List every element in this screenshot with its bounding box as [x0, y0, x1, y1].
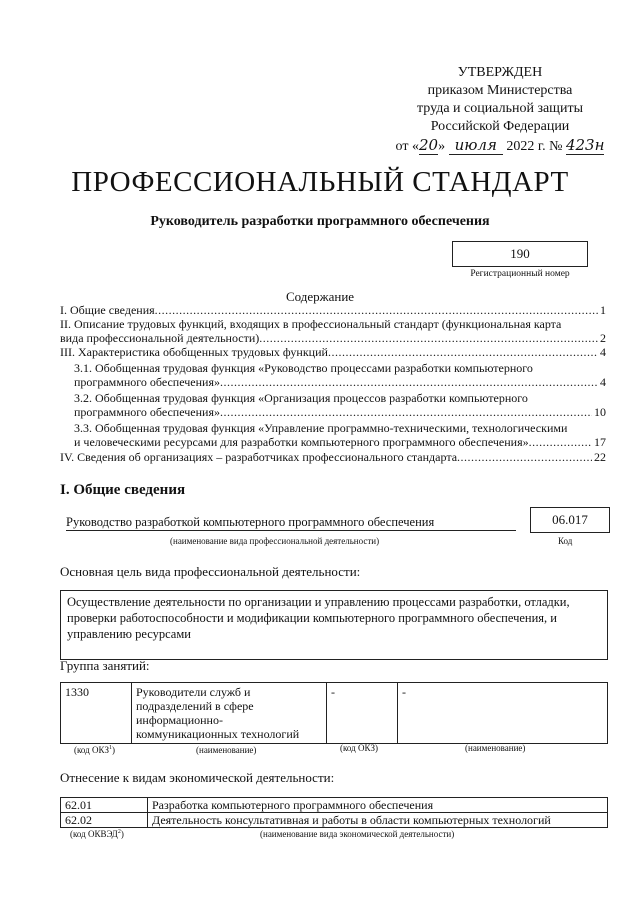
toc-item-text-cont: программного обеспечения» [74, 375, 220, 389]
toc-item-page: 10 [594, 405, 606, 419]
toc-item-text: 3.1. Обобщенная трудовая функция «Руководство процессами разработки компьютерного [74, 361, 533, 375]
goal-label: Основная цель вида профессиональной деятельности: [60, 564, 361, 579]
caption-text: (код ОКЗ [74, 745, 109, 755]
okved-code-cell: 62.01 [61, 798, 148, 813]
toc-item-page: 17 [594, 435, 606, 449]
toc-item-text: 3.2. Обобщенная трудовая функция «Организация процессов разработки компьютерного [74, 391, 528, 405]
toc-item-text-cont: вида профессиональной деятельности) [60, 331, 260, 345]
econ-label: Отнесение к видам экономической деятельности: [60, 770, 335, 785]
date-month: июля [449, 136, 503, 155]
okz-code-cell: 1330 [61, 683, 132, 744]
activity-caption: (наименование вида профессиональной деятельности) [170, 536, 380, 546]
toc-item-page: 4 [600, 345, 606, 359]
toc-item-2 [60, 317, 606, 345]
okz-code-caption-2: (код ОКЗ) [340, 743, 378, 753]
section-heading: I. Общие сведения [60, 482, 186, 498]
footnote-mark: 1 [109, 745, 112, 751]
okved-name-cell: Разработка компьютерного программного обеспечения [148, 798, 608, 813]
approval-line-2: приказом Министерства [427, 83, 573, 98]
document-title: ПРОФЕССИОНАЛЬНЫЙ СТАНДАРТ [71, 166, 569, 198]
table-row [61, 683, 608, 744]
group-label: Группа занятий: [60, 658, 150, 673]
goal-box [60, 590, 608, 660]
goal-text: Осуществление деятельности по организации и управлению процессами разработки, отладки, проверки работоспособности и модификации компьютерного программного обеспечения, и управлению ресурсами [67, 595, 570, 641]
date-year: 2022 г. № [502, 139, 566, 154]
activity-name: Руководство разработкой компьютерного программного обеспечения [66, 515, 516, 531]
toc-item-text: II. Описание трудовых функций, входящих в профессиональный стандарт (функциональная карта [60, 317, 562, 331]
okz-code-caption [74, 745, 115, 755]
okved-code-cell: 62.02 [61, 813, 148, 828]
okz-code-cell-2: - [327, 683, 398, 744]
caption-end: ) [112, 745, 115, 755]
toc-item-4 [60, 361, 606, 389]
footnote-mark: 2 [117, 829, 121, 835]
activity-code-box: 06.017 [530, 507, 610, 533]
toc-item-text: IV. Сведения об организациях – разработчиках профессионального стандарта [60, 450, 458, 464]
occupation-name-cell-2: - [398, 683, 608, 744]
date-prefix: от « [395, 139, 419, 154]
toc-item-1 [60, 303, 606, 317]
toc-item-page: 1 [600, 303, 606, 317]
approval-block [380, 64, 620, 156]
okved-name-caption: (наименование вида экономической деятельности) [260, 829, 455, 839]
name-caption: (наименование) [196, 745, 257, 755]
code-caption: Код [558, 536, 573, 546]
toc-item-5 [60, 391, 606, 419]
table-row [61, 813, 608, 828]
approval-line-1: УТВЕРЖДЕН [457, 65, 543, 80]
toc-item-page: 2 [600, 331, 606, 345]
toc-item-page: 22 [594, 450, 606, 464]
toc-item-text: I. Общие сведения [60, 303, 155, 317]
registration-number-label: Регистрационный номер [470, 269, 570, 279]
toc-item-3 [60, 345, 606, 359]
toc-item-6 [60, 421, 606, 449]
name-caption-2: (наименование) [465, 743, 526, 753]
toc-item-7 [60, 450, 606, 464]
caption-end: ) [120, 829, 124, 839]
date-day: 20 [418, 136, 439, 154]
date-mid: » [438, 139, 449, 154]
toc-item-text-cont: программного обеспечения» [74, 405, 220, 419]
table-row [61, 798, 608, 813]
contents-title: Содержание [285, 289, 355, 304]
toc-item-text: 3.3. Обобщенная трудовая функция «Управление программно-техническими, технологическими [74, 421, 568, 435]
okved-code-caption [70, 829, 124, 839]
toc-item-text-cont: и человеческими ресурсами для разработки компьютерного программного обеспечения» [74, 435, 529, 449]
approval-line-4: Российской Федерации [430, 119, 570, 134]
order-number: 423н [565, 136, 605, 154]
approval-line-3: труда и социальной защиты [417, 101, 583, 116]
occupation-group-table [60, 682, 608, 744]
toc-item-text: III. Характеристика обобщенных трудовых функций [60, 345, 328, 359]
caption-text: (код ОКВЭД [70, 829, 118, 839]
toc-item-page: 4 [600, 375, 606, 389]
okved-name-cell: Деятельность консультативная и работы в области компьютерных технологий [148, 813, 608, 828]
approval-date-line [380, 136, 620, 156]
registration-number-box: 190 [452, 241, 588, 267]
occupation-name-cell: Руководители служб и подразделений в сфере информационно-коммуникационных технологий [132, 683, 327, 744]
document-subtitle: Руководитель разработки программного обеспечения [150, 214, 490, 229]
okved-table [60, 797, 608, 828]
